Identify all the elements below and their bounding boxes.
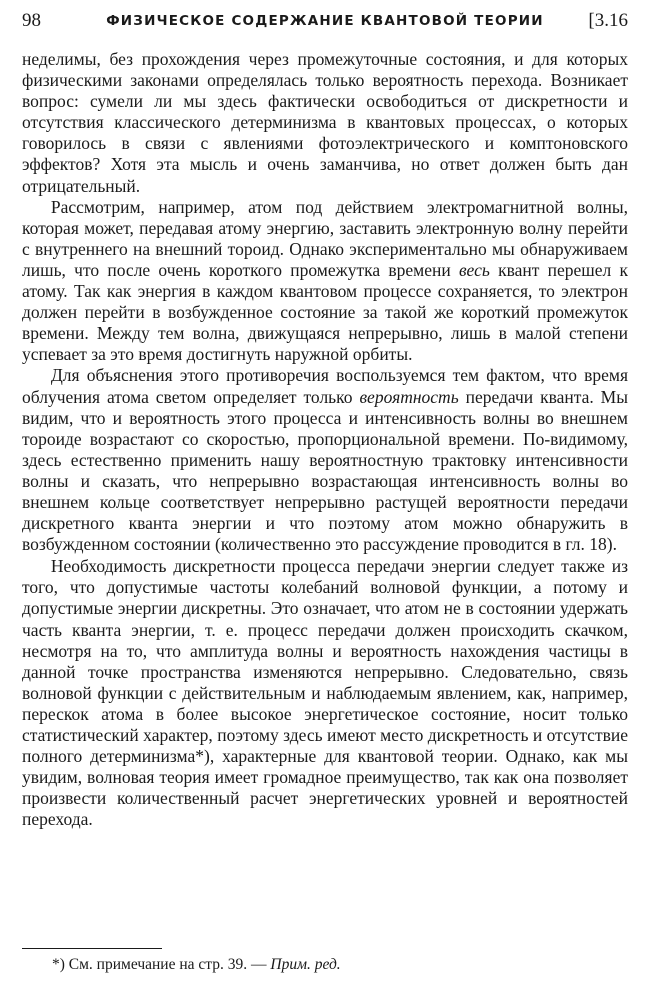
footnote-rule bbox=[22, 948, 162, 949]
paragraph-3-emphasis: вероятность bbox=[359, 386, 459, 407]
paragraph-1: неделимы, без прохождения через промежуточные состояния, и для которых физическими законами определялась только вероятность перехода. Возникает вопрос: сумели ли мы здесь фактически освободиться от дискретности и отсутствия классического детерминизма в квантовых процессах, о которых говорилось в связи с явлениями фотоэлектрического и комптоновского эффектов? Хотя эта мысль и очень заманчива, но ответ должен быть дан отрицательный. bbox=[22, 49, 628, 196]
paragraph-2 bbox=[22, 197, 628, 366]
footnote-editor-note: Прим. ред. bbox=[270, 956, 341, 973]
paragraph-3-text-a: Для объяснения этого противоречия воспользуемся тем фактом, что время облучения атома светом определяет только bbox=[22, 365, 628, 407]
section-reference: [3.16 bbox=[588, 10, 628, 31]
paragraph-3 bbox=[22, 365, 628, 555]
paragraph-2-text-a: Рассмотрим, например, атом под действием электромагнитной волны, которая может, передавая атому энергию, заставить электронную волну перейти с внутреннего на внешний тороид. Однако экспериментально мы обнаруживаем лишь, что после очень короткого промежутка времени bbox=[22, 196, 628, 280]
page-number: 98 bbox=[22, 10, 41, 31]
footnote bbox=[52, 956, 341, 974]
footnote-text: *) См. примечание на стр. 39. — bbox=[52, 956, 271, 973]
paragraph-2-emphasis: весь bbox=[458, 259, 490, 280]
paragraph-3-text-b: передачи кванта. Мы видим, что и вероятность этого процесса и интенсивность волны во внешнем тороиде возрастают со скоростью, пропорциональной времени. По-видимому, здесь естественно применить нашу вероятностную трактовку интенсивности волны и сказать, что непрерывно возрастающая интенсивность волны во внешнем кольце соответствует непрерывно растущей вероятности передачи дискретного кванта энергии и что поэтому атом можно обнаружить в возбужденном состоянии (количественно это рассуждение проводится в гл. 18). bbox=[22, 386, 628, 555]
paragraph-2-text-b: квант перешел к атому. Так как энергия в каждом квантовом процессе сохраняется, то электрон должен перейти в возбужденное состояние за такой же короткий промежуток времени. Между тем волна, движущаяся непрерывно, лишь в малой степени успевает за это время достигнуть наружной орбиты. bbox=[22, 259, 628, 365]
page-header bbox=[22, 10, 628, 36]
paragraph-4: Необходимость дискретности процесса передачи энергии следует также из того, что допустимые частоты колебаний волновой функции, а потому и допустимые энергии дискретны. Это означает, что атом не в состоянии удержать часть кванта энергии, т. е. процесс передачи должен происходить скачком, несмотря на то, что амплитуда волны и вероятность нахождения частицы в данной точке пространства изменяются непрерывно. Следовательно, связь волновой функции с действительным и наблюдаемым явлением, как, например, перескок атома в более высокое энергетическое состояние, носит только статистический характер, поэтому здесь имеют место дискретность и отсутствие полного детерминизма*), характерные для квантовой теории. Однако, как мы увидим, волновая теория имеет громадное преимущество, так как она позволяет произвести количественный расчет энергетических уровней и вероятностей перехода. bbox=[22, 556, 628, 830]
running-title: ФИЗИЧЕСКОЕ СОДЕРЖАНИЕ КВАНТОВОЙ ТЕОРИИ bbox=[106, 13, 544, 29]
body-text bbox=[22, 49, 628, 830]
